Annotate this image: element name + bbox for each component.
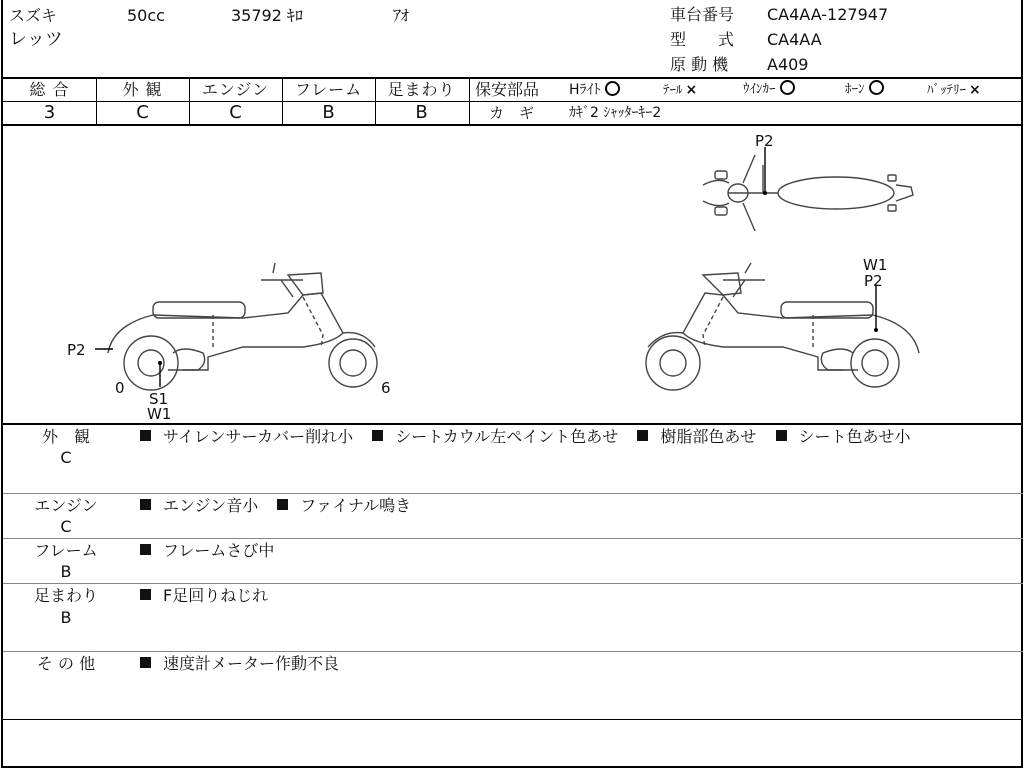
section-items-engine bbox=[140, 496, 425, 516]
type-value: CA4AA bbox=[767, 30, 822, 49]
grade-label-frame: フレーム bbox=[294, 80, 363, 99]
section-label-exterior: 外 観 bbox=[41, 427, 90, 446]
section-grade-exterior: C bbox=[60, 448, 72, 467]
grade-value-exterior: C bbox=[136, 102, 149, 123]
safety-battery: ﾊﾞｯﾃﾘｰ × bbox=[927, 82, 981, 98]
remark-item: サイレンサーカバー削れ小 bbox=[163, 427, 354, 446]
engine-value: A409 bbox=[767, 55, 809, 74]
remark-item: シートカウル左ペイント色あせ bbox=[395, 427, 619, 446]
ok-mark-icon bbox=[869, 80, 884, 95]
safety-tail: ﾃｰﾙ × bbox=[663, 82, 698, 98]
details-top-border bbox=[3, 423, 1023, 425]
bullet-square-icon bbox=[140, 544, 151, 555]
damage-code-right-w1: W1 bbox=[863, 256, 888, 274]
section-label-suspension: 足まわり bbox=[33, 586, 98, 605]
mileage: 35792 ｷﾛ bbox=[231, 6, 304, 25]
grade-label-suspension: 足まわり bbox=[387, 80, 456, 99]
safety-label: 保安部品 bbox=[475, 80, 540, 99]
bullet-square-icon bbox=[637, 430, 648, 441]
frame-no-label: 車台番号 bbox=[670, 5, 735, 24]
type-label: 型 式 bbox=[670, 30, 735, 49]
key-label: カ ギ bbox=[489, 104, 535, 122]
ok-mark-icon bbox=[780, 80, 795, 95]
remark-item: 速度計メーター作動不良 bbox=[163, 654, 340, 673]
damage-code-left-s1: S1 bbox=[149, 390, 169, 408]
bullet-square-icon bbox=[140, 430, 151, 441]
grade-value-frame: B bbox=[322, 102, 335, 123]
section-divider bbox=[3, 583, 1023, 584]
remark-item: 樹脂部色あせ bbox=[660, 427, 757, 446]
section-items-other bbox=[140, 654, 353, 674]
position-0: 0 bbox=[115, 379, 125, 397]
safety-winker: ｳｲﾝｶｰ bbox=[743, 80, 795, 100]
section-grade-engine: C bbox=[60, 517, 72, 536]
grade-divider bbox=[469, 78, 470, 124]
displacement: 50cc bbox=[127, 6, 165, 25]
grade-value-engine: C bbox=[229, 102, 242, 123]
maker: スズキ bbox=[9, 6, 58, 25]
ng-mark-icon: × bbox=[685, 82, 698, 98]
bullet-square-icon bbox=[140, 499, 151, 510]
damage-code-left-p2: P2 bbox=[67, 341, 86, 359]
section-divider bbox=[3, 493, 1023, 494]
ng-mark-icon: × bbox=[969, 82, 981, 98]
ok-mark-icon bbox=[605, 81, 620, 96]
grade-table-top-border bbox=[3, 77, 1023, 79]
section-divider bbox=[3, 538, 1023, 539]
scooter-top-view bbox=[703, 155, 913, 231]
section-label-engine: エンジン bbox=[34, 496, 98, 515]
engine-label: 原 動 機 bbox=[670, 55, 729, 74]
grade-value-suspension: B bbox=[415, 102, 428, 123]
remark-item: ファイナル鳴き bbox=[300, 496, 412, 515]
section-items-exterior bbox=[140, 427, 925, 447]
position-6: 6 bbox=[381, 379, 391, 397]
damage-code-top-p2: P2 bbox=[755, 132, 774, 150]
body-color: ｱｵ bbox=[393, 6, 410, 25]
safety-horn: ﾎｰﾝ bbox=[845, 80, 884, 100]
key-value: ｶｷﾞ2 ｼｬｯﾀｰｷｰ2 bbox=[569, 105, 662, 121]
section-grade-suspension: B bbox=[60, 608, 72, 627]
grade-label-engine: エンジン bbox=[201, 80, 270, 99]
grade-label-exterior: 外 観 bbox=[122, 80, 163, 99]
safety-mid-border bbox=[469, 101, 1023, 102]
section-label-frame: フレーム bbox=[34, 541, 98, 560]
frame-no: CA4AA-127947 bbox=[767, 5, 889, 24]
bullet-square-icon bbox=[140, 589, 151, 600]
safety-headlight: Hﾗｲﾄ bbox=[569, 80, 620, 100]
bullet-square-icon bbox=[776, 430, 787, 441]
section-divider bbox=[3, 651, 1023, 652]
grade-value-overall: 3 bbox=[43, 102, 56, 123]
section-grade-frame: B bbox=[60, 562, 72, 581]
section-items-frame bbox=[140, 541, 288, 561]
bullet-square-icon bbox=[372, 430, 383, 441]
mileage-unit: ｷﾛ bbox=[287, 6, 304, 25]
section-label-other: そ の 他 bbox=[36, 654, 96, 673]
bullet-square-icon bbox=[140, 657, 151, 668]
damage-code-left-w1: W1 bbox=[147, 405, 172, 423]
damage-code-right-p2: P2 bbox=[864, 272, 883, 290]
remark-item: エンジン音小 bbox=[163, 496, 259, 515]
remark-item: フレームさび中 bbox=[163, 541, 275, 560]
grade-label-overall: 総 合 bbox=[29, 80, 70, 99]
inspection-sheet bbox=[1, 0, 1023, 768]
section-items-suspension bbox=[140, 586, 282, 606]
scooter-left-view bbox=[108, 263, 377, 390]
remark-item: シート色あせ小 bbox=[798, 427, 911, 446]
section-bottom-border bbox=[3, 719, 1023, 720]
model-name: レッツ bbox=[9, 29, 63, 50]
remark-item: F足回りねじれ bbox=[163, 586, 269, 605]
bullet-square-icon bbox=[277, 499, 288, 510]
